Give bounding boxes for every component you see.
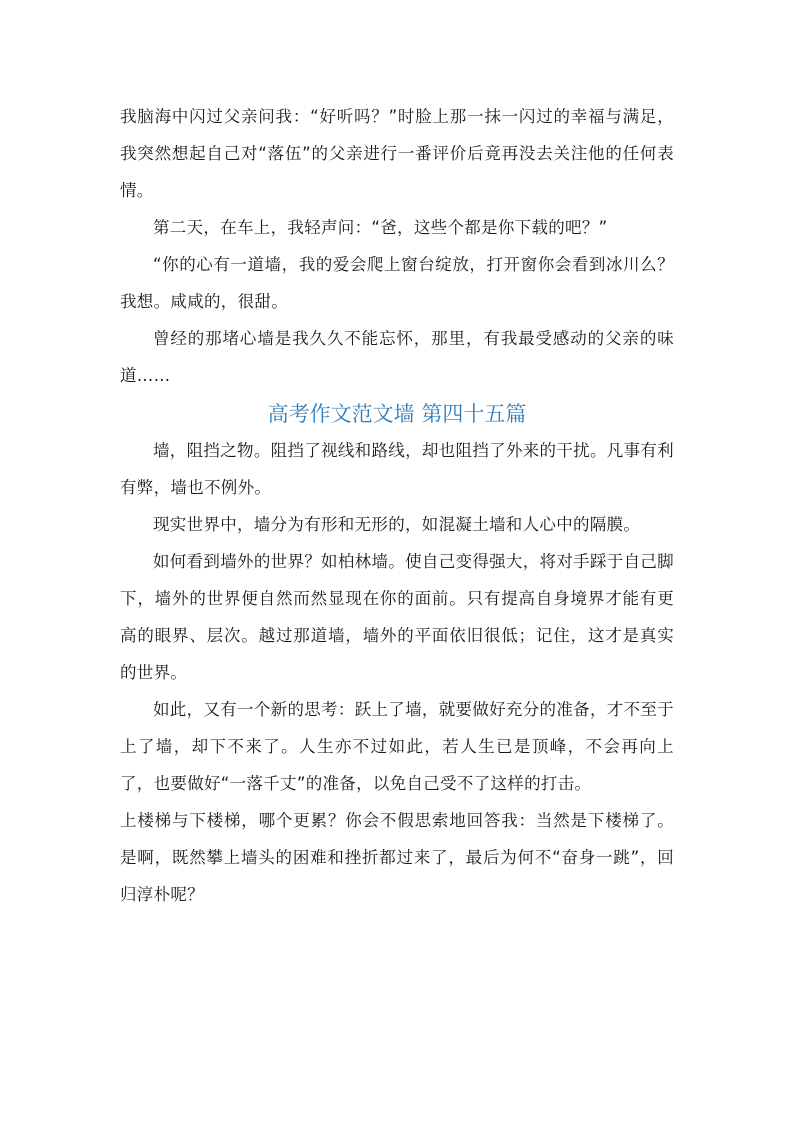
document-body [120, 98, 674, 913]
paragraph-stairs-question: 上楼梯与下楼梯，哪个更累？你会不假思索地回答我：当然是下楼梯了。是啊，既然攀上墙头的困难和挫折都过来了，最后为何不“奋身一跳”，回归淳朴呢？ [120, 811, 674, 904]
paragraph-father-memory: 我脑海中闪过父亲问我：“好听吗？”时脸上那一抹一闪过的幸福与满足，我突然想起自己对“落伍”的父亲进行一番评价后竟再没去关注他的任何表情。 [120, 107, 674, 200]
paragraph-new-thinking: 如此，又有一个新的思考：跃上了墙，就要做好充分的准备，才不至于上了墙，却下不来了。人生亦不过如此，若人生已是顶峰，不会再向上了，也要做好“一落千丈”的准备，以免自己受不了这样的打击。 [120, 700, 674, 793]
paragraph-wall-definition: 墙，阻挡之物。阻挡了视线和路线，却也阻挡了外来的干扰。凡事有利有弊，墙也不例外。 [120, 441, 674, 497]
paragraph-see-beyond-wall: 如何看到墙外的世界？如柏林墙。使自己变得强大，将对手踩于自己脚下，墙外的世界便自然而然显现在你的面前。只有提高自身境界才能有更高的眼界、层次。越过那道墙，墙外的平面依旧很低；记住，这才是真实的世界。 [120, 552, 674, 682]
paragraph-wall-in-heart: “你的心有一道墙，我的爱会爬上窗台绽放，打开窗你会看到冰川么？我想。咸咸的，很甜。 [120, 255, 674, 311]
paragraph-real-world-walls: 现实世界中，墙分为有形和无形的，如混凝土墙和人心中的隔膜。 [153, 515, 641, 534]
essay-heading: 高考作文范文墙 第四十五篇 [267, 402, 527, 426]
paragraph-father-taste: 曾经的那堵心墙是我久久不能忘怀，那里，有我最受感动的父亲的味道…… [120, 329, 674, 385]
paragraph-car-question: 第二天，在车上，我轻声问：“爸，这些个都是你下载的吧？” [153, 218, 608, 237]
